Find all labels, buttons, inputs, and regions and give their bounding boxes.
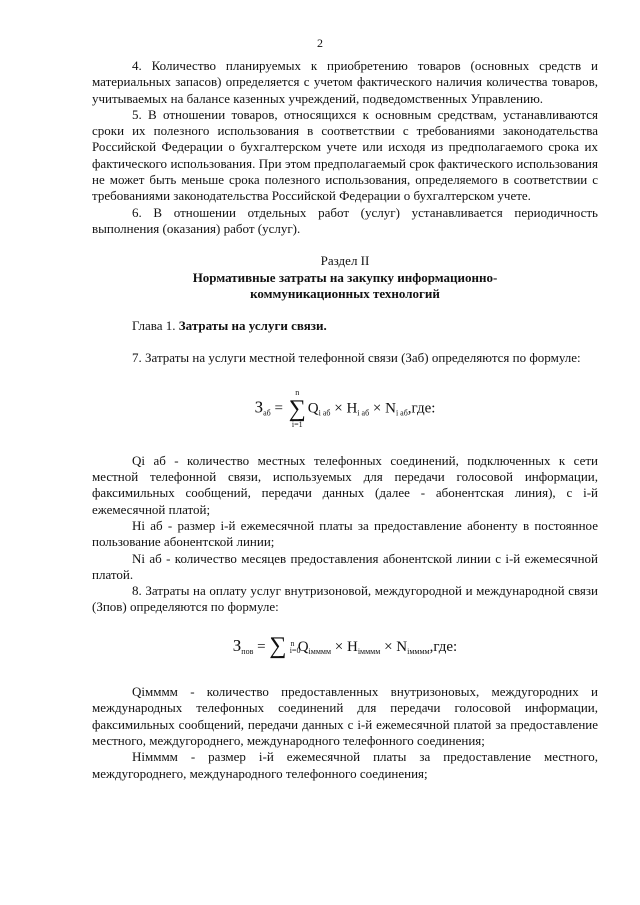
sum-symbol-2: ∑ n i=0	[269, 632, 301, 659]
formula-long-distance	[92, 632, 598, 660]
formula1-sum-top: n	[295, 387, 300, 397]
formula1-sum-bottom: i=1	[291, 419, 303, 429]
paragraph-8: 8. Затраты на оплату услуг внутризоновой, междугородной и международной связи (Зпов) определяются по формуле:	[92, 583, 598, 615]
section-title-line1: Нормативные затраты на закупку информационно-	[192, 269, 498, 285]
chapter-prefix: Глава 1.	[132, 318, 179, 334]
formula-local-phone	[92, 389, 598, 429]
definition-n-local: Ni аб - количество месяцев предоставления абонентской линии с i-й ежемесячной платой.	[92, 550, 598, 582]
formula1-lhs: З	[254, 397, 264, 417]
formula2-sum-top: n	[290, 638, 295, 648]
paragraph-6: 6. В отношении отдельных работ (услуг) устанавливается периодичность выполнения (оказания) работ (услуг).	[92, 204, 598, 236]
chapter-title: Затраты на услуги связи.	[178, 318, 327, 334]
page-number: 2	[317, 36, 323, 50]
document-body	[92, 58, 598, 782]
paragraph-5: 5. В отношении товаров, относящихся к основным средствам, устанавливаются сроки их полезного использования в соответствии с требованиями законодательства Российской Федерации о бухгалтерском учете или исходя из предполагаемого срока их фактического использования. При этом предполагаемый срок фактического использования не может быть меньше срока полезного использования, определяемого в соответствии с требованиями законодательства Российской Федерации о бухгалтерском учете.	[92, 106, 598, 204]
formula1-times-2: ×	[369, 400, 386, 417]
formula2-eq: =	[253, 638, 270, 655]
formula2-lhs: З	[232, 635, 242, 655]
formula2-n-sub: iмммм	[407, 646, 430, 656]
section-label: Раздел II	[320, 253, 370, 269]
paragraph-7: 7. Затраты на услуги местной телефонной связи (Заб) определяются по формуле:	[132, 350, 581, 366]
formula2-times-2: ×	[380, 638, 397, 655]
definition-h-local: Hi аб - размер i-й ежемесячной платы за предоставление абоненту в постоянное пользование абонентской линии;	[92, 517, 598, 550]
formula2-h: H	[346, 638, 358, 655]
formula1-eq: =	[270, 400, 287, 417]
chapter-heading	[92, 318, 598, 334]
formula1-times-1: ×	[330, 400, 347, 417]
formula1-n: N	[385, 400, 396, 417]
formula1-q-sub: i аб	[318, 408, 331, 418]
formula2-q-sub: iмммм	[308, 646, 332, 656]
definition-q-long-distance: Qiмммм - количество предоставленных внутризоновых, междугородних и международных телефонных соединений для передачи голосовой информации, факсимильных сообщений, передачи данных с i-й ежемесячной платой за предоставление местного, междугороднего, международного телефонного соединения;	[92, 684, 598, 748]
formula2-lhs-sub: пов	[241, 646, 254, 656]
formula1-q: Q	[307, 400, 319, 417]
formula1-tail: ,где:	[407, 400, 436, 417]
formula1-h: H	[346, 400, 358, 417]
formula2-n: N	[396, 638, 408, 655]
formula2-h-sub: iмммм	[357, 646, 381, 656]
formula2-sum-bottom: i=0	[289, 645, 301, 655]
formula1-n-sub: i аб	[395, 408, 408, 418]
formula2-tail: ,где:	[429, 638, 458, 655]
formula2-q: Q	[297, 638, 309, 655]
formula1-lhs-sub: аб	[263, 408, 271, 418]
section-title-line2: коммуникационных технологий	[250, 285, 440, 301]
sum-symbol-1: n ∑ i=1	[288, 387, 306, 429]
formula2-times-1: ×	[331, 638, 347, 655]
definition-q-local: Qi аб - количество местных телефонных соединений, подключенных к сети местной телефонной связи, используемых для передачи голосовой информации, факсимильных сообщений, передачи данных (далее - абонентская линия), с i-й ежемесячной платой;	[92, 452, 598, 517]
definition-h-long-distance: Hiмммм - размер i-й ежемесячной платы за предоставление местного, междугороднего, международного телефонного соединения;	[92, 749, 598, 781]
formula1-h-sub: i аб	[357, 408, 370, 418]
paragraph-4: 4. Количество планируемых к приобретению товаров (основных средств и материальных запасов) определяется с учетом фактического наличия количества товаров, учитываемых на балансе казенных учреждений, подведомственных Управлению.	[92, 58, 598, 106]
